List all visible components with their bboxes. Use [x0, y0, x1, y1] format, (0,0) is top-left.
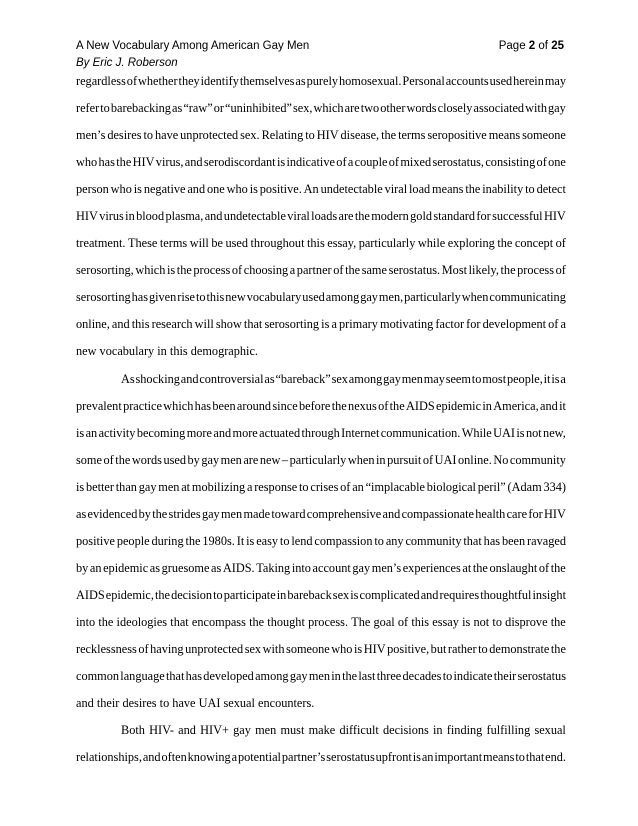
text-line: serosorting has given rise to this new vocabulary used among gay men, particularly when communicating	[76, 290, 566, 305]
text-line: by an epidemic as gruesome as AIDS. Taking into account gay men’s experiences at the onslaught of the	[76, 560, 566, 575]
text-line: As shocking and controversial as “bareback” sex among gay men may seem to most people, it is a	[121, 371, 566, 386]
page-label: Page	[498, 40, 526, 52]
author-byline: By Eric J. Roberson	[76, 57, 178, 69]
text-line: new vocabulary in this demographic.	[76, 344, 259, 359]
text-line: as evidenced by the strides gay men made toward comprehensive and compassionate health care for HIV	[76, 506, 566, 521]
text-line: HIV virus in blood plasma, and undetectable viral loads are the modern gold standard for successful HIV	[76, 209, 566, 224]
text-line: recklessness of having unprotected sex with someone who is HIV positive, but rather to demonstrate the	[76, 641, 566, 656]
text-line: online, and this research will show that serosorting is a primary motivating factor for development of a	[76, 317, 566, 332]
text-line: refer to barebacking as “raw” or “uninhibited” sex, which are two other words closely associated with gay	[76, 101, 566, 116]
page-total: 25	[551, 40, 564, 52]
text-line: common language that has developed among gay men in the last three decades to indicate their serostatus	[76, 669, 566, 684]
text-line: serosorting, which is the process of choosing a partner of the same serostatus. Most likely, the process of	[76, 263, 566, 278]
page-header	[76, 38, 564, 72]
header-row	[76, 38, 564, 55]
text-line: person who is negative and one who is positive. An undetectable viral load means the inability to detect	[76, 182, 566, 197]
document-title: A New Vocabulary Among American Gay Men	[76, 40, 310, 52]
text-line: is better than gay men at mobilizing a response to crises of an “implacable biological peril” (Adam 334)	[76, 479, 566, 494]
text-line: is an activity becoming more and more actuated through Internet communication. While UAI is not new,	[76, 425, 566, 440]
text-line: some of the words used by gay men are new – particularly when in pursuit of UAI online. No community	[76, 452, 566, 467]
text-line: who has the HIV virus, and serodiscordant is indicative of a couple of mixed serostatus, consisting of one	[76, 155, 566, 170]
text-line: treatment. These terms will be used throughout this essay, particularly while exploring the concept of	[76, 236, 566, 251]
text-line: relationships, and often knowing a potential partner’s serostatus upfront is an important means to that end.	[76, 750, 566, 765]
page-number	[499, 38, 564, 55]
page-current: 2	[528, 40, 536, 52]
text-line: and their desires to have UAI sexual encounters.	[76, 696, 315, 711]
text-line: into the ideologies that encompass the thought process. The goal of this essay is not to disprove the	[76, 614, 566, 629]
text-line: prevalent practice which has been around since before the nexus of the AIDS epidemic in America, and it	[76, 398, 566, 413]
page-of-label: of	[538, 40, 548, 52]
text-line: Both HIV- and HIV+ gay men must make difficult decisions in finding fulfilling sexual	[121, 723, 566, 738]
text-line: AIDS epidemic, the decision to participate in bareback sex is complicated and requires thoughtful insight	[76, 587, 566, 602]
text-line: men’s desires to have unprotected sex. Relating to HIV disease, the terms seropositive means someone	[76, 128, 566, 143]
text-line: positive people during the 1980s. It is easy to lend compassion to any community that has been ravaged	[76, 533, 566, 548]
text-line: regardless of whether they identify themselves as purely homosexual. Personal accounts used herein may	[76, 74, 566, 88]
body-text	[76, 68, 566, 771]
